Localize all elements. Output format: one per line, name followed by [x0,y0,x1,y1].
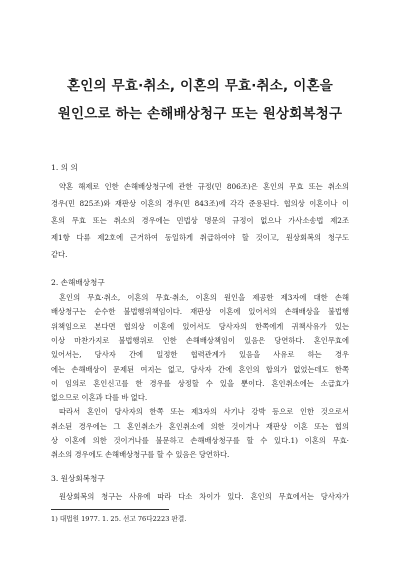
section-2-line: 에는 손해배상이 문제된 여지는 없고, 당사자 간에 혼인의 합의가 없었는데도 한쪽 [51,364,349,374]
section-1-line: 같다. [51,250,68,259]
section-2-line: 위책임으로 본다면 협의상 이혼에 있어서도 당사자의 한쪽에게 귀책사유가 있는 [51,321,349,331]
section-2-line: 상 이혼에 의한 것이거나를 불문하고 손해배상청구를 할 수 있다.1) 이혼의 무효· [51,436,349,445]
title-line-1: 혼인의 무효·취소, 이혼의 무효·취소, 이혼을 [66,78,333,94]
section-2-line: 배상청구는 순수한 불법행위책임이다. 재판상 이혼에 있어서의 손해배상을 불법행 [51,307,349,317]
section-1-line: 경우(민 825조)와 재판상 이혼의 경우(민 843조)에 각각 준용된다. 협의상 이혼이나 이 [51,199,349,208]
title-line-2: 원인으로 하는 손해배상청구 또는 원상회복청구 [57,106,343,122]
section-1-line: 약혼 해제로 인한 손해배상청구에 관한 규정(민 806조)은 혼인의 무효 또는 취소의 [59,182,349,191]
section-2-line: 있어서는, 당사자 간에 일정한 협력관계가 있음을 사유로 하는 경우 [51,350,349,360]
section-2-line: 취소된 경우에는 그 혼인취소가 혼인취소에 의한 것이거나 재판상 이혼 또는 협의 [51,421,349,431]
section-heading-1: 1. 의 의 [51,163,78,172]
section-2-line: 따라서 혼인이 당사자의 한쪽 또는 제3자의 사기나 강박 등으로 인한 것으로서 [59,407,349,417]
section-2-line: 이 임의로 혼인신고를 한 경우를 상정할 수 있을 뿐이다. 혼인취소에는 소급효가 [51,378,349,388]
footnote: 1) 대법원 1977. 1. 25. 선고 76다2223 판결. [51,515,187,523]
section-2-line: 취소의 경우에도 손해배상청구를 할 수 있음은 당연하다. [51,450,230,460]
section-1-line: 제1항 다류 제2호에 근거하여 동일하게 취급하여야 할 것이고, 원상회복의 청구도 [51,233,349,242]
section-3-line: 원상회복의 청구는 사유에 따라 다소 차이가 있다. 혼인의 무효에서는 당사자가 [59,491,349,501]
section-2-line: 이상 마찬가지로 불법행위로 인한 손해배상책임이 있음은 당연하다. 혼인무효에 [51,335,349,345]
section-heading-2: 2. 손해배상청구 [51,278,105,287]
section-1-line: 혼의 무효 또는 취소의 경우에는 민법상 명문의 규정이 없으나 가사소송법 제2조 [51,216,349,225]
section-heading-3: 3. 원상회복청구 [51,473,105,483]
section-2-line: 혼인의 무효·취소, 이혼의 무효·취소, 이혼의 원인을 제공한 제3자에 대한 손해 [59,293,349,302]
footnote-divider [51,509,169,510]
section-2-line: 없으므로 이혼과 다를 바 없다. [51,393,148,403]
